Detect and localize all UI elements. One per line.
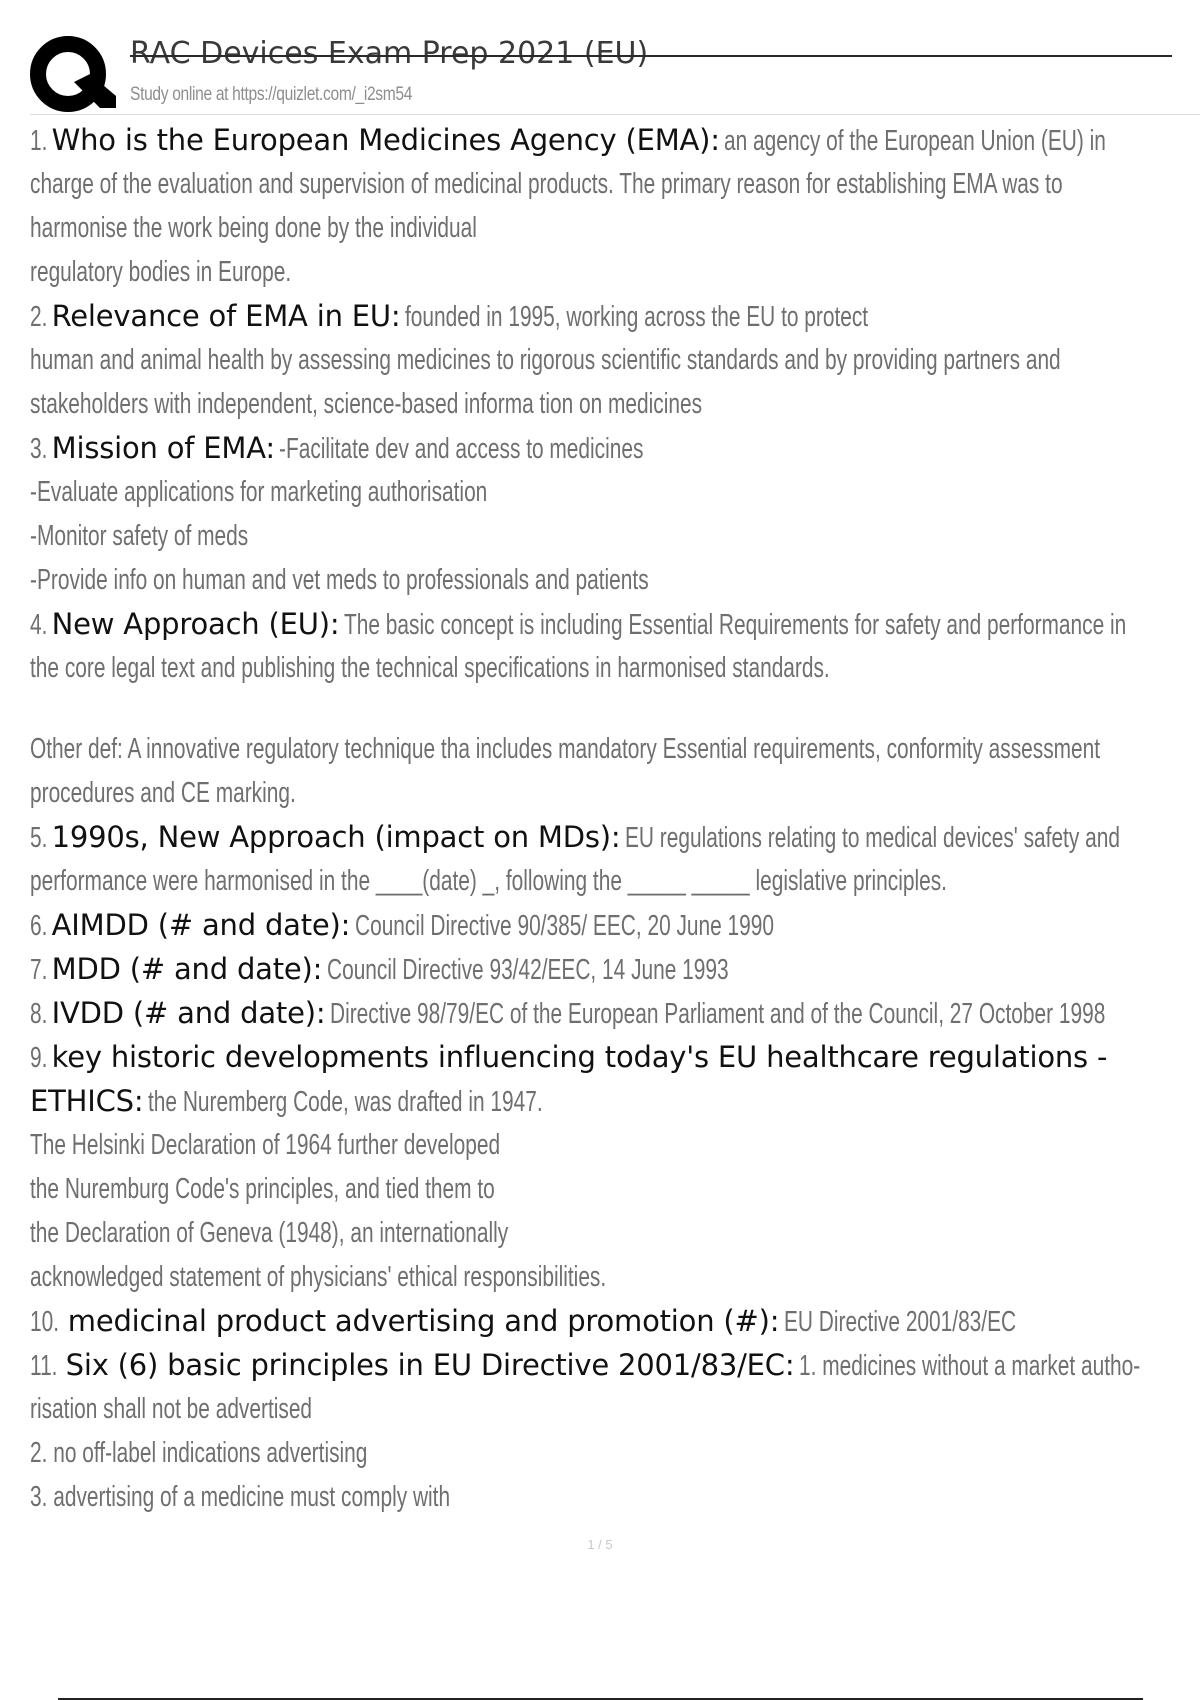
definition-text: performance were harmonised in the ____(date) _, following the _____ _____ legislative principles. (30, 865, 947, 897)
card-definition: Directive 98/79/EC of the European Parliament and of the Council, 27 October 1998 (329, 998, 1106, 1030)
flashcard-item (30, 1299, 1200, 1343)
flashcard-item (30, 1035, 1200, 1299)
card-term: Relevance of EMA in EU: (51, 299, 401, 333)
card-term: IVDD (# and date): (51, 996, 326, 1030)
flashcard-first-line (30, 903, 1200, 947)
definition-line (30, 1475, 1200, 1519)
definition-text: procedures and CE marking. (30, 777, 296, 809)
card-number: 4. (30, 609, 48, 641)
definition-text: stakeholders with independent, science-based informa tion on medicines (30, 388, 703, 420)
definition-line (30, 206, 1200, 250)
definition-line (30, 1167, 1200, 1211)
definition-line (30, 1123, 1200, 1167)
flashcard-first-line (30, 1035, 1200, 1079)
card-number: 2. (30, 301, 48, 333)
flashcard-item (30, 602, 1200, 815)
definition-line (30, 646, 1200, 690)
definition-text: charge of the evaluation and supervision of medicinal products. The primary reason for establishing EMA was to (30, 168, 1063, 200)
card-number: 11. (30, 1350, 58, 1382)
flashcard-item (30, 815, 1200, 903)
study-online-link[interactable]: Study online at https://quizlet.com/_i2sm54 (130, 84, 413, 105)
definition-line (30, 1431, 1200, 1475)
card-term: key historic developments influencing today's EU healthcare regulations - (51, 1040, 1108, 1074)
card-number: 5. (30, 822, 48, 854)
definition-line (30, 514, 1200, 558)
definition-text: the core legal text and publishing the technical specifications in harmonised standards. (30, 652, 830, 684)
card-term: Who is the European Medicines Agency (EMA): (51, 123, 720, 157)
definition-text: risation shall not be advertised (30, 1393, 313, 1425)
card-term: AIMDD (# and date): (51, 908, 351, 942)
page-number: 1 / 5 (587, 1537, 613, 1552)
definition-line (30, 558, 1200, 602)
definition-line (30, 250, 1200, 294)
paragraph-gap (30, 690, 1200, 727)
header-divider (30, 114, 1200, 115)
flashcard-first-line (30, 426, 1200, 470)
flashcard-first-line (30, 947, 1200, 991)
card-definition: -Facilitate dev and access to medicines (279, 433, 644, 465)
definition-text: 3. advertising of a medicine must comply with (30, 1481, 451, 1513)
card-definition: 1. medicines without a market autho- (798, 1350, 1141, 1382)
card-definition: EU regulations relating to medical devices' safety and (624, 822, 1120, 854)
flashcard-first-line (30, 815, 1200, 859)
flashcard-list (30, 118, 1200, 1519)
definition-text: -Provide info on human and vet meds to professionals and patients (30, 564, 649, 596)
card-number: 1. (30, 125, 48, 157)
card-number: 8. (30, 998, 48, 1030)
card-definition: Council Directive 90/385/ EEC, 20 June 1990 (354, 910, 774, 942)
definition-text: the Nuremburg Code's principles, and tied them to (30, 1173, 495, 1205)
card-term: medicinal product advertising and promotion (#): (67, 1304, 780, 1338)
definition-text: regulatory bodies in Europe. (30, 256, 292, 288)
definition-text: the Declaration of Geneva (1948), an internationally (30, 1217, 509, 1249)
definition-line (30, 1255, 1200, 1299)
definition-line (30, 1387, 1200, 1431)
definition-text: -Evaluate applications for marketing authorisation (30, 476, 488, 508)
definition-line (30, 338, 1200, 382)
document-title: RAC Devices Exam Prep 2021 (EU) (130, 36, 649, 71)
flashcard-item (30, 1343, 1200, 1519)
definition-text: Other def: A innovative regulatory technique tha includes mandatory Essential requirements, conformity assessment (30, 733, 1101, 765)
title-strike-line (130, 55, 1172, 57)
definition-line (30, 162, 1200, 206)
flashcard-item (30, 426, 1200, 602)
flashcard-item (30, 118, 1200, 294)
flashcard-item (30, 294, 1200, 426)
flashcard-first-line (30, 1343, 1200, 1387)
page-header (30, 30, 1200, 118)
card-number: 9. (30, 1042, 48, 1074)
definition-text: harmonise the work being done by the individual (30, 212, 477, 244)
flashcard-second-line (30, 1079, 1200, 1123)
definition-text: -Monitor safety of meds (30, 520, 249, 552)
definition-line (30, 470, 1200, 514)
definition-text: The Helsinki Declaration of 1964 further developed (30, 1129, 501, 1161)
card-number: 3. (30, 433, 48, 465)
card-definition: EU Directive 2001/83/EC (783, 1306, 1016, 1338)
card-term: Mission of EMA: (51, 431, 275, 465)
flashcard-first-line (30, 118, 1200, 162)
definition-line (30, 1211, 1200, 1255)
definition-text: human and animal health by assessing medicines to rigorous scientific standards and by providing partners and (30, 344, 1061, 376)
card-definition: the Nuremberg Code, was drafted in 1947. (147, 1086, 543, 1118)
flashcard-first-line (30, 602, 1200, 646)
definition-line (30, 727, 1200, 771)
definition-text: acknowledged statement of physicians' ethical responsibilities. (30, 1261, 607, 1293)
flashcard-item (30, 903, 1200, 947)
quizlet-q-icon (30, 34, 142, 114)
card-definition: The basic concept is including Essential Requirements for safety and performance in (343, 609, 1127, 641)
card-number: 6. (30, 910, 48, 942)
definition-line (30, 771, 1200, 815)
card-number: 10. (30, 1306, 60, 1338)
card-number: 7. (30, 954, 48, 986)
card-definition: Council Directive 93/42/EEC, 14 June 1993 (326, 954, 729, 986)
flashcard-first-line (30, 1299, 1200, 1343)
definition-line (30, 859, 1200, 903)
card-definition: an agency of the European Union (EU) in (724, 125, 1107, 157)
card-term: 1990s, New Approach (impact on MDs): (51, 820, 621, 854)
card-term-continued: ETHICS: (30, 1084, 144, 1118)
flashcard-item (30, 991, 1200, 1035)
flashcard-first-line (30, 991, 1200, 1035)
card-term: Six (6) basic principles in EU Directive 2001/83/EC: (65, 1348, 795, 1382)
card-term: MDD (# and date): (51, 952, 323, 986)
flashcard-item (30, 947, 1200, 991)
definition-text: 2. no off-label indications advertising (30, 1437, 368, 1469)
card-term: New Approach (EU): (51, 607, 340, 641)
card-definition: founded in 1995, working across the EU to protect (404, 301, 869, 333)
definition-line (30, 382, 1200, 426)
flashcard-first-line (30, 294, 1200, 338)
